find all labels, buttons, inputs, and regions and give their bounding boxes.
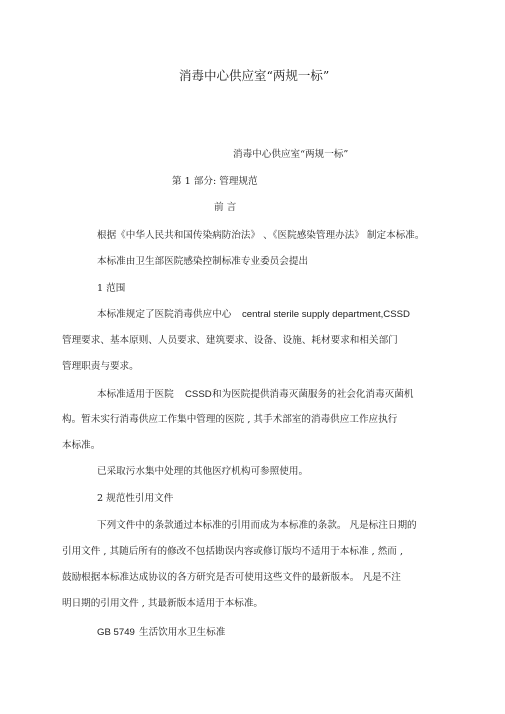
section-2-heading: 2 规范性引用文件 xyxy=(97,493,174,504)
standard-code: GB 5749 xyxy=(97,627,135,638)
scope-line-7: 已采取污水集中处理的其他医疗机构可参照使用。 xyxy=(97,466,309,477)
scope-line-1b: central sterile supply department,CSSD xyxy=(242,309,410,320)
paragraph-basis: 根据《中华人民共和国传染病防治法》 、《医院感染管理办法》 制定本标准。 xyxy=(97,230,425,241)
preface-heading: 前 言 xyxy=(214,202,237,213)
references-line-3: 鼓励根据本标准达成协议的各方研究是否可使用这些文件的最新版本。 凡是不注 xyxy=(62,572,401,583)
scope-line-3: 管理职责与要求。 xyxy=(62,361,139,372)
document-title: 消毒中心供应室“两规一标” xyxy=(179,68,330,83)
document-subtitle: 消毒中心供应室“两规一标” xyxy=(233,149,349,160)
references-line-1: 下列文件中的条款通过本标准的引用而成为本标准的条款。 凡是标注日期的 xyxy=(97,520,417,531)
paragraph-proposer: 本标准由卫生部医院感染控制标准专业委员会提出 xyxy=(97,256,309,267)
scope-line-6: 本标准。 xyxy=(62,440,101,451)
section-1-heading: 1 范围 xyxy=(97,283,126,294)
scope-line-4b: CSSD xyxy=(185,389,212,400)
scope-line-2: 管理要求、基本原则、人员要求、建筑要求、设备、设施、耗材要求和相关部门 xyxy=(62,335,398,346)
references-line-2: 引用文件 , 其随后所有的修改不包括勘误内容或修订版均不适用于本标准 , 然而 , xyxy=(62,546,403,557)
scope-line-4c: 和为医院提供消毒灭菌服务的社会化消毒灭菌机 xyxy=(212,389,414,400)
references-line-4: 明日期的引用文件 , 其最新版本适用于本标准。 xyxy=(62,598,264,609)
scope-line-1a: 本标准规定了医院消毒供应中心 xyxy=(97,309,232,320)
scope-line-5: 构。暂未实行消毒供应工作集中管理的医院 , 其手术部室的消毒供应工作应执行 xyxy=(62,414,398,425)
part-heading: 第 1 部分: 管理规范 xyxy=(172,176,258,187)
standard-title: 生活饮用水卫生标准 xyxy=(139,627,226,638)
scope-line-4a: 本标准适用于医院 xyxy=(97,389,174,400)
